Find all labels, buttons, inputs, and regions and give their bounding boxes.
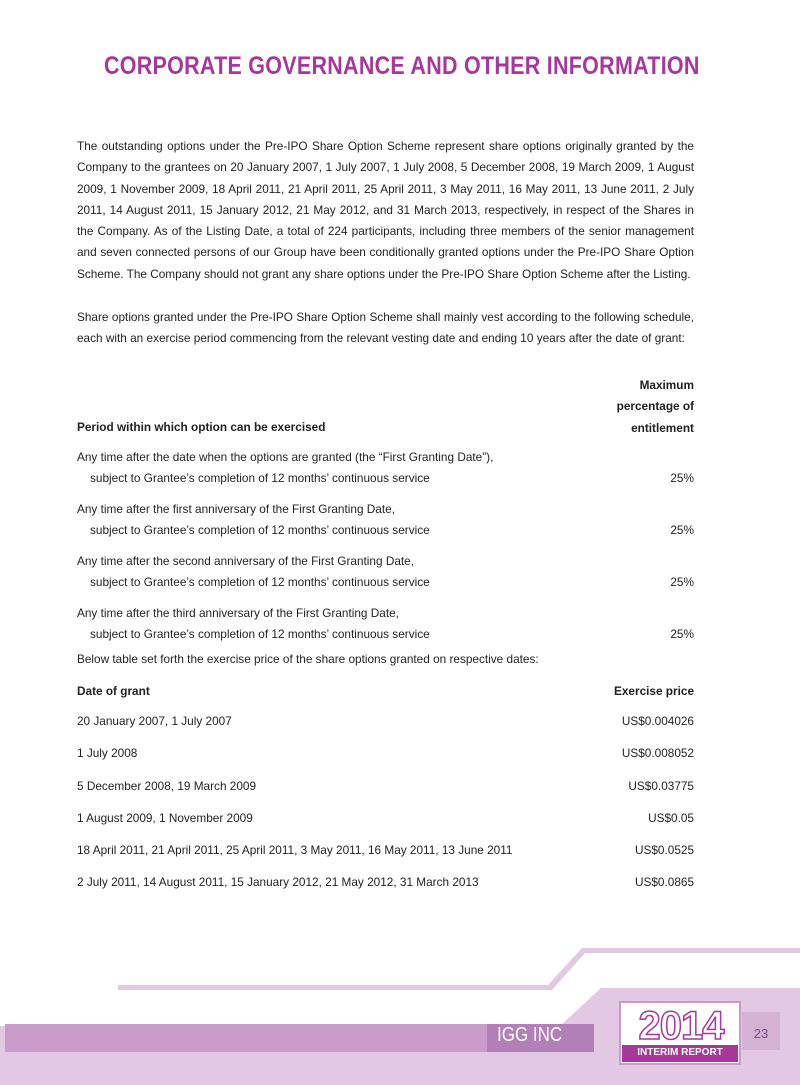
vesting-row-condition: Any time after the date when the options are granted (the “First Granting Date”),	[77, 450, 494, 464]
report-label: INTERIM REPORT	[637, 1047, 723, 1058]
price-header-date: Date of grant	[77, 684, 150, 698]
page-title: CORPORATE GOVERNANCE AND OTHER INFORMATION	[104, 52, 700, 80]
price-row-date: 18 April 2011, 21 April 2011, 25 April 2011, 3 May 2011, 16 May 2011, 13 June 2011	[77, 843, 513, 857]
vesting-row-condition: Any time after the first anniversary of the First Granting Date,	[77, 502, 395, 516]
vesting-header-max	[617, 375, 694, 439]
price-row-date: 2 July 2011, 14 August 2011, 15 January 2012, 21 May 2012, 31 March 2013	[77, 875, 479, 889]
paragraph-options-granted: The outstanding options under the Pre-IPO Share Option Scheme represent share options originally granted by the Company to the grantees on 20 January 2007, 1 July 2007, 1 July 2008, 5 December 2008, 19 March 2009, 1 August 2009, 1 November 2009, 18 April 2011, 21 April 2011, 25 April 2011, 3 May 2011, 16 May 2011, 13 June 2011, 2 July 2011, 14 August 2011, 15 January 2012, 21 May 2012, and 31 March 2013, respectively, in respect of the Shares in the Company. As of the Listing Date, a total of 224 participants, including three members of the senior management and seven connected persons of our Group have been conditionally granted options under the Pre-IPO Share Option Scheme. The Company should not grant any share options under the Pre-IPO Share Option Scheme after the Listing.	[77, 139, 694, 281]
paragraph-vesting-schedule: Share options granted under the Pre-IPO Share Option Scheme shall mainly vest according to the following schedule, each with an exercise period commencing from the relevant vesting date and ending 10 years after the date of grant:	[77, 310, 694, 346]
price-table-row	[77, 840, 694, 861]
price-table-row	[77, 743, 694, 764]
price-row-value: US$0.05	[648, 811, 694, 825]
vesting-row-condition: Any time after the second anniversary of the First Granting Date,	[77, 554, 415, 568]
vesting-row-percentage: 25%	[670, 471, 694, 485]
vesting-row	[77, 447, 694, 489]
price-row-date: 20 January 2007, 1 July 2007	[77, 714, 232, 728]
vesting-row-service: subject to Grantee’s completion of 12 months’ continuous service	[90, 471, 430, 485]
page-number: 23	[753, 1026, 769, 1041]
price-row-date: 5 December 2008, 19 March 2009	[77, 779, 257, 793]
vesting-row	[77, 551, 694, 593]
vesting-row-percentage: 25%	[670, 627, 694, 641]
vesting-row-service: subject to Grantee’s completion of 12 months’ continuous service	[90, 523, 430, 537]
price-row-date: 1 August 2009, 1 November 2009	[77, 811, 253, 825]
price-table-intro: Below table set forth the exercise price of the share options granted on respective dates:	[77, 652, 539, 666]
price-table-row	[77, 776, 694, 797]
price-row-value: US$0.008052	[621, 746, 694, 760]
vesting-row	[77, 603, 694, 645]
vesting-row-percentage: 25%	[670, 523, 694, 537]
vesting-row-service: subject to Grantee’s completion of 12 months’ continuous service	[90, 575, 430, 589]
price-table-row	[77, 808, 694, 829]
vesting-row-condition: Any time after the third anniversary of the First Granting Date,	[77, 606, 399, 620]
vesting-table-header	[77, 375, 694, 439]
price-table-row	[77, 872, 694, 893]
price-row-value: US$0.0865	[634, 875, 694, 889]
price-header-price: Exercise price	[613, 684, 694, 698]
vesting-header-max-line3: entitlement	[631, 420, 694, 435]
vesting-header-max-line2: percentage of	[616, 399, 694, 414]
footer-top-band	[118, 948, 800, 990]
company-name: IGG INC	[497, 1024, 563, 1046]
vesting-row-percentage: 25%	[670, 575, 694, 589]
vesting-header-period: Period within which option can be exercised	[77, 420, 326, 434]
price-table-header	[77, 681, 694, 702]
vesting-header-max-line1: Maximum	[639, 378, 694, 392]
price-row-date: 1 July 2008	[77, 746, 138, 760]
price-row-value: US$0.0525	[634, 843, 694, 857]
price-row-value: US$0.004026	[621, 714, 694, 728]
vesting-row-service: subject to Grantee’s completion of 12 months’ continuous service	[90, 627, 430, 641]
price-table-row	[77, 711, 694, 732]
price-row-value: US$0.03775	[628, 779, 694, 793]
vesting-row	[77, 499, 694, 541]
report-year: 2014	[638, 1004, 724, 1048]
